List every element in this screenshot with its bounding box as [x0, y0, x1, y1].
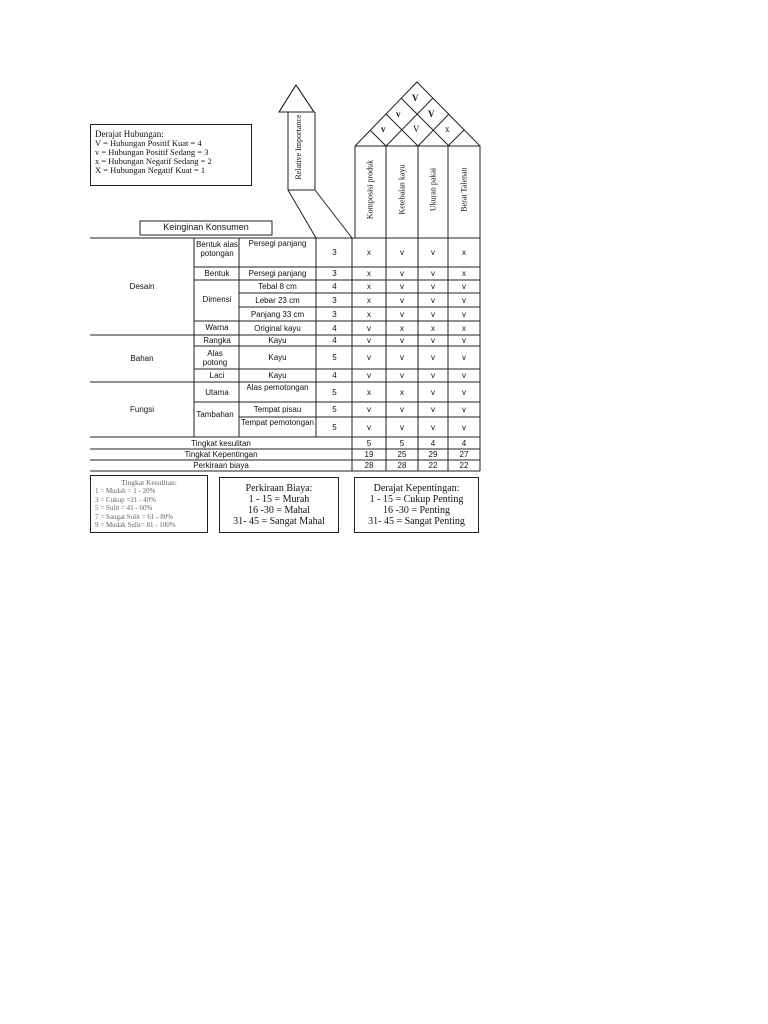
- summary-value: 4: [430, 438, 436, 448]
- relationship-symbol: v: [462, 282, 466, 291]
- legend-hubungan-line: x = Hubungan Negatif Sedang = 2: [95, 156, 212, 166]
- roof-symbol: x: [445, 124, 450, 134]
- relationship-symbol: v: [431, 422, 435, 432]
- relationship-symbol: v: [431, 336, 435, 345]
- relationship-symbol: v: [431, 371, 435, 380]
- relationship-symbol: v: [400, 371, 404, 380]
- relationship-symbol: x: [367, 282, 371, 291]
- legend-kesulitan-line: 1 = Mudah = 1 - 20%: [95, 487, 156, 495]
- relationship-symbol: v: [367, 422, 371, 432]
- importance-value: 4: [332, 371, 337, 380]
- relationship-symbol: x: [400, 323, 404, 333]
- relationship-symbol: v: [400, 295, 404, 305]
- roof-symbol: V: [413, 124, 420, 134]
- sub-attribute: Tambahan: [196, 410, 234, 419]
- relationship-symbol: v: [462, 371, 466, 380]
- customer-attribute: Kayu: [268, 336, 287, 345]
- customer-attribute: Persegi panjang: [248, 269, 307, 278]
- importance-value: 4: [332, 282, 337, 291]
- customer-attribute: Panjang 33 cm: [250, 309, 305, 319]
- summary-label: Tingkat kesulitan: [191, 438, 251, 448]
- relationship-symbol: v: [431, 353, 435, 362]
- relationship-symbol: x: [462, 248, 466, 257]
- legend-kepentingan-line: 31- 45 = Sangat Penting: [368, 516, 465, 527]
- relationship-symbol: v: [462, 422, 466, 432]
- importance-value: 4: [332, 336, 337, 345]
- summary-label: Perkiraan biaya: [193, 461, 249, 470]
- group-label: Desain: [129, 282, 155, 291]
- summary-value: 4: [461, 438, 467, 448]
- legend-hubungan-line: X = Hubungan Negatif Kuat = 1: [95, 165, 206, 175]
- sub-attribute: Utama: [205, 388, 229, 397]
- sub-attribute: Bentuk: [204, 269, 230, 278]
- customer-attribute: Lebar 23 cm: [255, 295, 300, 305]
- importance-value: 5: [332, 387, 337, 397]
- importance-value: 3: [332, 269, 337, 278]
- summary-value: 28: [364, 461, 374, 470]
- relationship-symbol: v: [367, 336, 371, 345]
- legend-kesulitan-title: Tingkat Kesulitan:: [121, 478, 177, 487]
- relationship-symbol: x: [367, 309, 371, 319]
- tech-column-header: Berat Talenan: [459, 167, 469, 212]
- group-label: Fungsi: [129, 405, 154, 414]
- legend-biaya-title: Perkiraan Biaya:: [245, 483, 313, 494]
- customer-attribute: Original kayu: [254, 323, 301, 333]
- importance-value: 3: [332, 248, 337, 257]
- tech-column-header: Ukuran pakai: [428, 167, 438, 212]
- importance-value: 3: [332, 309, 337, 319]
- importance-value: 5: [332, 422, 337, 432]
- relationship-symbol: v: [400, 282, 404, 291]
- relative-importance-label: Relative Importance: [294, 114, 303, 180]
- relationship-symbol: v: [367, 371, 371, 380]
- relationship-symbol: v: [431, 248, 435, 257]
- relationship-symbol: v: [431, 295, 435, 305]
- group-label: Bahan: [130, 354, 154, 363]
- tech-column-header: Ketebalan kayu: [397, 164, 407, 215]
- relationship-symbol: x: [367, 387, 371, 397]
- summary-value: 25: [397, 450, 407, 459]
- keinginan-konsumen-label: Keinginan Konsumen: [163, 222, 249, 232]
- summary-value: 5: [366, 438, 372, 448]
- relationship-symbol: v: [431, 282, 435, 291]
- relationship-symbol: v: [431, 405, 435, 414]
- legend-kesulitan-line: 3 = Cukup =21 - 40%: [95, 495, 156, 504]
- sub-attribute: Warna: [205, 323, 229, 332]
- sub-attribute: Laci: [209, 371, 225, 380]
- sub-attribute: Rangka: [203, 336, 231, 345]
- summary-value: 5: [399, 438, 405, 448]
- tech-column-header: Komposisi produk: [365, 159, 375, 220]
- relationship-symbol: v: [462, 405, 466, 414]
- summary-value: 28: [397, 461, 407, 470]
- legend-hubungan-title: Derajat Hubungan:: [95, 129, 164, 139]
- legend-kepentingan-line: 1 - 15 = Cukup Penting: [369, 494, 464, 505]
- legend-kepentingan-line: 16 -30 = Penting: [382, 505, 451, 516]
- legend-kesulitan-line: 7 = Sangat Sulit = 61 - 80%: [95, 512, 174, 521]
- sub-attribute: Dimensi: [202, 295, 232, 304]
- summary-value: 19: [364, 450, 374, 459]
- relationship-symbol: v: [431, 387, 435, 397]
- relationship-symbol: v: [462, 353, 466, 362]
- sub-attribute: Alas potong: [202, 349, 228, 367]
- relationship-symbol: x: [431, 323, 435, 333]
- relationship-symbol: v: [400, 405, 404, 414]
- relationship-symbol: x: [367, 295, 371, 305]
- relationship-symbol: x: [367, 269, 371, 278]
- relationship-symbol: v: [400, 336, 404, 345]
- relationship-symbol: v: [400, 353, 404, 362]
- customer-attribute: Tempat pisau: [253, 405, 302, 414]
- summary-value: 22: [428, 461, 438, 470]
- relationship-symbol: v: [462, 387, 466, 397]
- sub-attribute: Bentuk alas potongan: [196, 240, 238, 258]
- relationship-symbol: v: [431, 269, 435, 278]
- relationship-symbol: v: [462, 295, 466, 305]
- customer-attribute: Persegi panjang: [248, 239, 307, 248]
- importance-value: 3: [332, 295, 337, 305]
- relationship-symbol: v: [400, 422, 404, 432]
- legend-kesulitan-box: [90, 475, 208, 533]
- relationship-symbol: v: [431, 309, 435, 319]
- relationship-symbol: v: [462, 336, 466, 345]
- customer-attribute: Tebal 8 cm: [258, 282, 297, 291]
- customer-attribute: Tempat pemotongan: [241, 418, 314, 427]
- relationship-symbol: v: [400, 309, 404, 319]
- relationship-symbol: x: [400, 387, 404, 397]
- legend-biaya-line: 16 -30 = Mahal: [247, 505, 311, 516]
- legend-kesulitan-line: 5 = Sulit = 41 - 60%: [95, 504, 153, 512]
- legend-kepentingan-box: [354, 477, 479, 533]
- summary-value: 27: [459, 450, 469, 459]
- relationship-symbol: x: [462, 323, 466, 333]
- relationship-symbol: v: [400, 269, 404, 278]
- legend-biaya-line: 1 - 15 = Murah: [248, 494, 310, 505]
- importance-value: 5: [332, 353, 337, 362]
- relationship-symbol: v: [367, 353, 371, 362]
- summary-value: 29: [428, 450, 438, 459]
- relationship-symbol: x: [367, 248, 371, 257]
- legend-kesulitan-line: 9 = Mudak Sulit= 81 - 100%: [95, 521, 176, 529]
- roof-symbol: V: [428, 109, 435, 119]
- relationship-symbol: v: [367, 323, 371, 333]
- legend-hubungan-line: v = Hubungan Positif Sedang = 3: [95, 147, 209, 157]
- summary-label: Tingkat Kepentingan: [184, 450, 258, 459]
- legend-kepentingan-title: Derajat Kepentingan:: [373, 483, 460, 494]
- legend-biaya-line: 31- 45 = Sangat Mahal: [233, 516, 325, 527]
- importance-value: 4: [332, 323, 337, 333]
- roof-symbol: v: [381, 124, 386, 134]
- roof-symbol: v: [396, 109, 401, 119]
- legend-hubungan-box: [90, 124, 252, 186]
- customer-attribute: Kayu: [268, 371, 287, 380]
- roof-symbol: V: [412, 93, 419, 103]
- summary-value: 22: [459, 461, 469, 470]
- importance-value: 5: [332, 405, 337, 414]
- legend-biaya-box: [219, 477, 339, 533]
- relationship-symbol: v: [462, 309, 466, 319]
- legend-hubungan-line: V = Hubungan Positif Kuat = 4: [95, 138, 202, 148]
- customer-attribute: Alas pemotongan: [246, 383, 309, 392]
- relationship-symbol: v: [367, 405, 371, 414]
- customer-attribute: Kayu: [268, 353, 287, 362]
- relationship-symbol: x: [462, 269, 466, 278]
- relationship-symbol: v: [400, 248, 404, 257]
